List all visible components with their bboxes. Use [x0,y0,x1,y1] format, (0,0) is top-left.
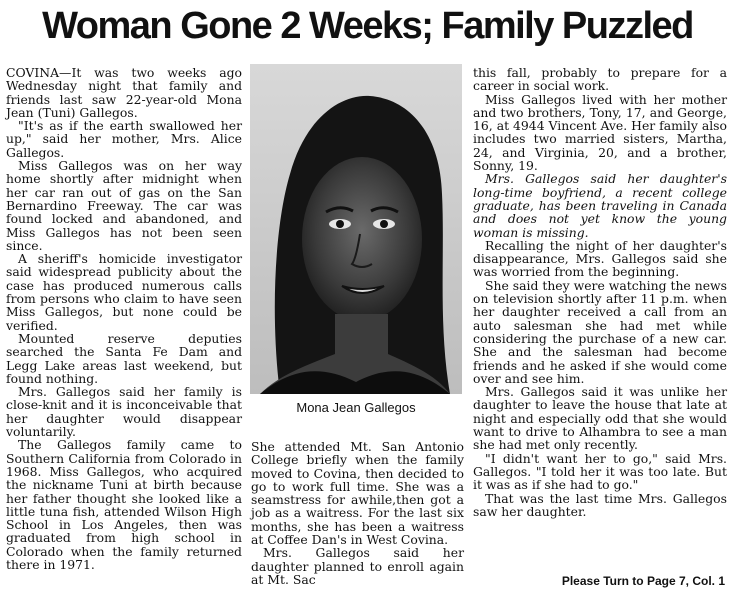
paragraph: Mrs. Gallegos said her daughter planned to enroll again at Mt. Sac [251,545,464,587]
paragraph: Mrs. Gallegos said it was unlike her daughter to leave the house that late at night and especially odd that she would want to drive to Alhambra to see a man she had met only recently. [473,384,727,453]
portrait-photo [250,64,462,394]
article-column-2 [251,440,464,586]
paragraph: this fall, probably to prepare for a career in social work. [473,65,727,94]
paragraph: COVINA—It was two weeks ago Wednesday night that family and friends last saw 22-year-old Mona Jean (Tuni) Gallegos. [6,65,242,120]
portrait-image [250,64,462,394]
paragraph: She said they were watching the news on television shortly after 11 p.m. when her daughter received a call from an auto salesman she had met while considering the purchase of a new car. She and the salesman had become friends and he asked if she would come over and see him. [473,277,727,386]
article-column-1 [6,66,242,571]
paragraph: Miss Gallegos lived with her mother and two brothers, Tony, 17, and George, 16, at 4944 Vincent Ave. Her family also includes two married sisters, Martha, 24, and Virginia, 20, and a brother, Sonny, 19. [473,91,727,174]
paragraph: Mounted reserve deputies searched the Santa Fe Dam and Legg Lake areas last weekend, but found nothing. [6,330,242,386]
photo-caption: Mona Jean Gallegos [296,400,416,415]
jump-line: Please Turn to Page 7, Col. 1 [561,574,725,588]
paragraph: "I didn't want her to go," said Mrs. Gallegos. "I told her it was too late. But it was as if she had to go." [473,450,727,493]
paragraph: That was the last time Mrs. Gallegos saw her daughter. [473,490,727,519]
paragraph: Mrs. Gallegos said her family is close-knit and it is inconceivable that her daughter would disappear voluntarily. [6,384,242,440]
paragraph: Recalling the night of her daughter's disappearance, Mrs. Gallegos said she was worried from the beginning. [473,237,727,280]
headline: Woman Gone 2 Weeks; Family Puzzled [42,5,693,47]
paragraph: Miss Gallegos was on her way home shortly after midnight when her car ran out of gas on the San Bernardino Freeway. The car was found locked and abandoned, and Miss Gallegos has not been seen since. [6,158,242,253]
paragraph: She attended Mt. San Antonio College briefly when the family moved to Covina, then decided to go to work full time. She was a seamstress for awhile,then got a job as a waitress. For the last six months, she has been a waitress at Coffee Dan's in West Covina. [251,439,464,548]
paragraph: A sheriff's homicide investigator said widespread publicity about the case has produced numerous calls from persons who claim to have seen Miss Gallegos, but none could be verified. [6,251,242,333]
paragraph: The Gallegos family came to Southern California from Colorado in 1968. Miss Gallegos, who acquired the nickname Tuni at birth because her father thought she looked like a little tuna fish, attended Wilson High School in Los Angeles, then was graduated from high school in Colorado when the family returned there in 1971. [6,437,242,572]
article-column-3 [473,66,727,518]
paragraph: "It's as if the earth swallowed her up," said her mother, Mrs. Alice Gallegos. [6,118,242,160]
paragraph: Mrs. Gallegos said her daughter's long-time boyfriend, a recent college graduate, has been traveling in Canada and does not yet know the young woman is missing. [473,171,727,240]
